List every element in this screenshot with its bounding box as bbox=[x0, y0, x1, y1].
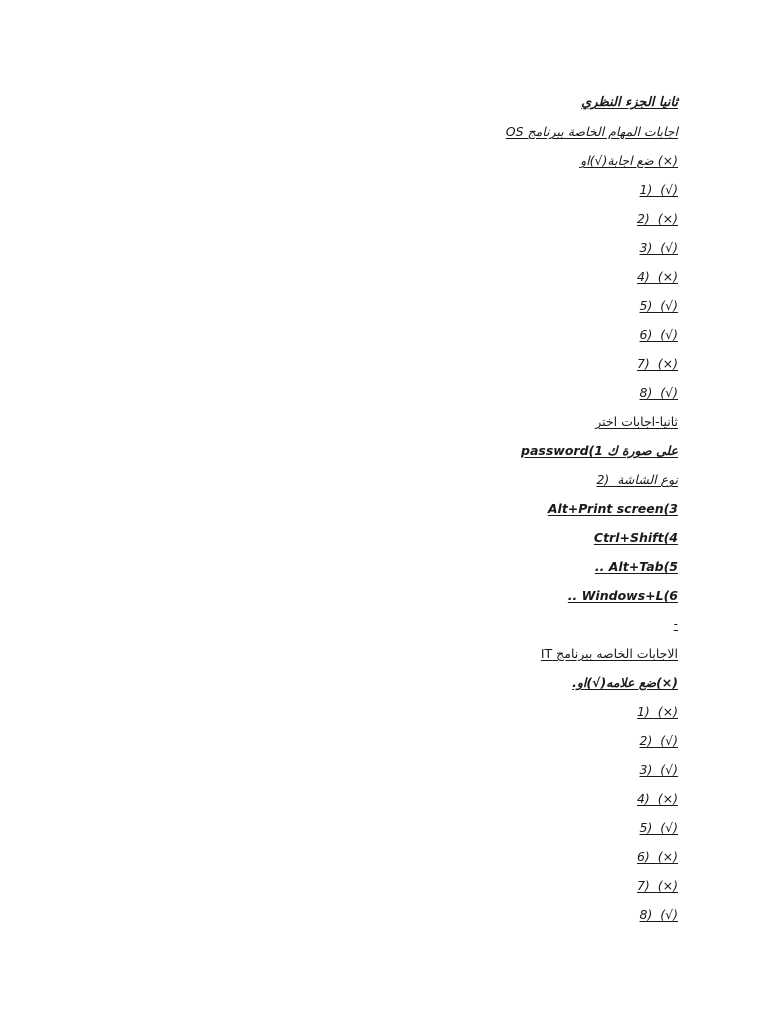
it-instruction: (×)ضع علامه(√)او. bbox=[572, 675, 678, 690]
choose-answer-3: Alt+Print screen(3 bbox=[547, 501, 678, 516]
it-answer-3: 3) (√) bbox=[639, 762, 678, 777]
it-answer-5: 5) (√) bbox=[639, 820, 678, 835]
choose-answer-1: password(1 على صورة ك bbox=[521, 443, 678, 458]
it-heading: الاجابات الخاصه ببرنامج IT bbox=[540, 646, 678, 661]
section-title: ثانيا الجزء النظري bbox=[581, 95, 678, 110]
it-answer-7: 7) (×) bbox=[636, 878, 678, 893]
choose-heading: ثانيا-اجابات اختر bbox=[595, 414, 678, 429]
separator-mark: - bbox=[673, 617, 678, 631]
os-answer-8: 8) (√) bbox=[639, 385, 678, 400]
os-answer-6: 6) (√) bbox=[639, 327, 678, 342]
os-heading: اجابات المهام الخاصة ببرنامج OS bbox=[505, 124, 678, 139]
choose-answer-2: نوع الشاشة (2 bbox=[596, 472, 678, 487]
choose-answer-6: .. Windows+L(6 bbox=[567, 588, 678, 603]
os-answer-3: 3) (√) bbox=[639, 240, 678, 255]
os-answer-5: 5) (√) bbox=[639, 298, 678, 313]
it-answer-4: 4) (×) bbox=[636, 791, 678, 806]
os-answer-2: 2) (×) bbox=[636, 211, 678, 226]
os-answer-7: 7) (×) bbox=[636, 356, 678, 371]
it-answer-1: 1) (×) bbox=[636, 704, 678, 719]
it-answer-8: 8) (√) bbox=[639, 907, 678, 922]
os-instruction: (×) ضع اجابة(√)او bbox=[580, 153, 678, 168]
it-answer-2: 2) (√) bbox=[639, 733, 678, 748]
choose-answer-4: Ctrl+Shift(4 bbox=[593, 530, 678, 545]
it-answer-6: 6) (×) bbox=[636, 849, 678, 864]
choose-answer-5: .. Alt+Tab(5 bbox=[594, 559, 678, 574]
answer-column bbox=[318, 88, 678, 929]
os-answer-1: 1) (√) bbox=[639, 182, 678, 197]
os-answer-4: 4) (×) bbox=[636, 269, 678, 284]
